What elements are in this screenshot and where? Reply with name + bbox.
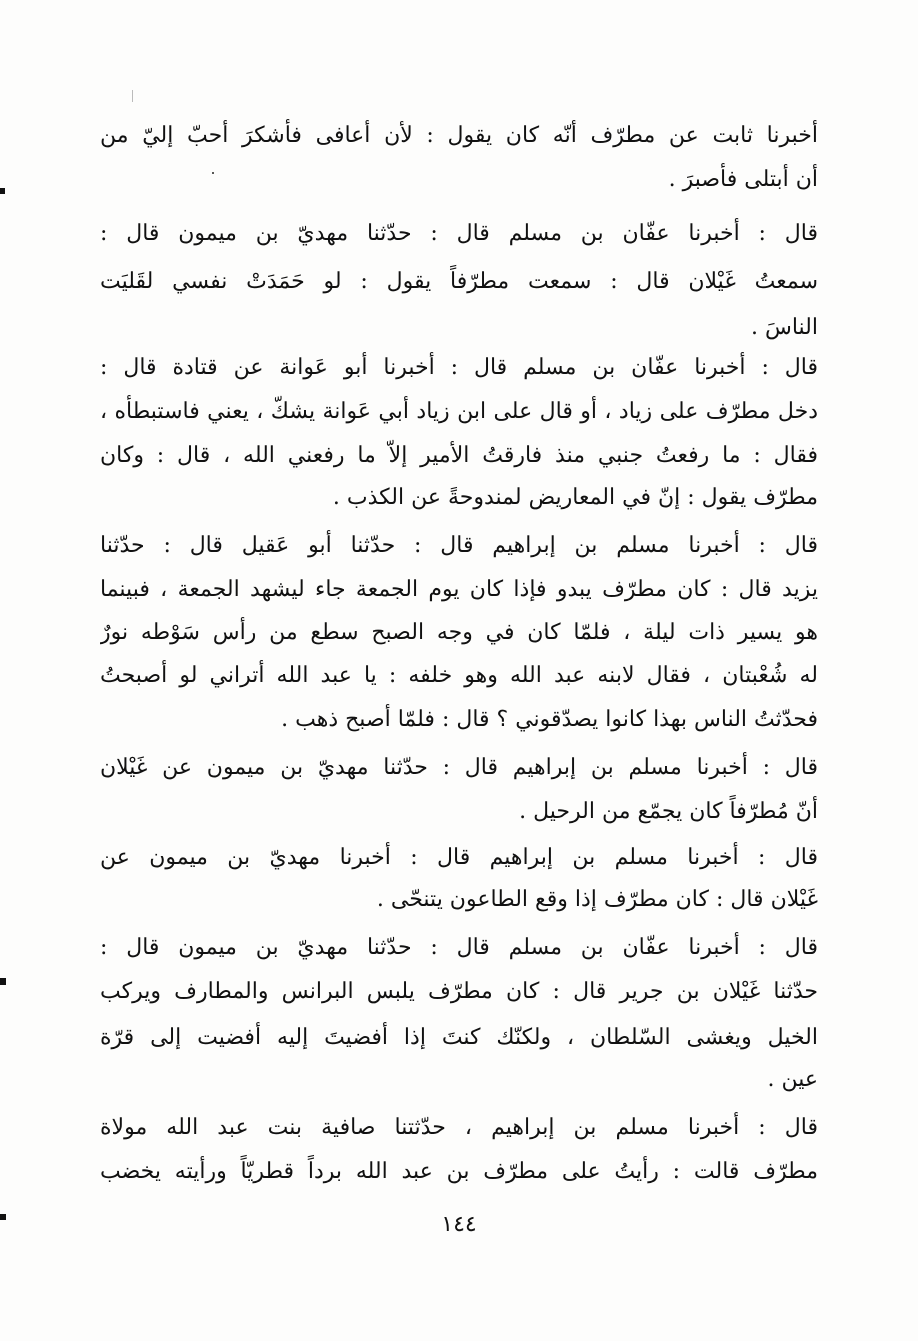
text-line: قال : أخبرنا عفّان بن مسلم قال : أخبرنا أبو عَوانة عن قتادة قال : [100,355,818,380]
text-line: قال : أخبرنا مسلم بن إبراهيم قال : حدّثنا أبو عَقيل قال : حدّثنا [100,533,818,558]
text-line: مطرّف يقول : إنّ في المعاريض لمندوحةً عن الكذب . [332,485,818,510]
text-line: هو يسير ذات ليلة ، فلمّا كان في وجه الصبح سطع من رأس سَوْطه نورٌ [100,620,818,645]
text-line: الخيل ويغشى السّلطان ، ولكنّك كنتَ إذا أفضيتَ إليه أفضيت إلى قرّة [100,1025,818,1050]
scan-edge-mark [0,978,6,985]
text-line: قال : أخبرنا مسلم بن إبراهيم قال : أخبرنا مهديّ بن ميمون عن [100,845,818,870]
text-line: أنّ مُطرّفاً كان يجمّع من الرحيل . [519,799,818,824]
text-line: قال : أخبرنا مسلم بن إبراهيم ، حدّثتنا صافية بنت عبد الله مولاة [100,1115,818,1140]
text-line: الناسَ . [751,315,818,340]
text-line: يزيد قال : كان مطرّف يبدو فإذا كان يوم الجمعة جاء ليشهد الجمعة ، فبينما [100,577,818,602]
text-line: دخل مطرّف على زياد ، أو قال على ابن زياد أبي عَوانة يشكّ ، يعني فاستبطأه ، [100,399,818,424]
text-line: مطرّف قالت : رأيتُ على مطرّف بن عبد الله برداً قطريّاً ورأيته يخضب [100,1159,818,1184]
scan-edge-mark [0,1214,6,1220]
text-line: أن أبتلى فأصبرَ . [668,167,818,192]
text-line: أخبرنا ثابت عن مطرّف أنّه كان يقول : لأن أعافى فأشكرَ أحبّ إليّ من [100,123,818,148]
text-line: غَيْلان قال : كان مطرّف إذا وقع الطاعون يتنحّى . [376,887,818,912]
scan-edge-mark [0,188,5,194]
text-line: عين . [767,1067,818,1092]
text-line: فحدّثتُ الناس بهذا كانوا يصدّقوني ؟ قال : فلمّا أصبح ذهب . [281,707,818,732]
text-line: سمعتُ غَيْلان قال : سمعت مطرّفاً يقول : لو حَمَدَتْ نفسي لقَليَت [100,269,818,294]
text-line: قال : أخبرنا عفّان بن مسلم قال : حدّثنا مهديّ بن ميمون قال : [100,935,818,960]
text-line: قال : أخبرنا عفّان بن مسلم قال : حدّثنا مهديّ بن ميمون قال : [100,221,818,246]
scan-speck [132,90,133,102]
text-line: له شُعْبتان ، فقال لابنه عبد الله وهو خلفه : يا عبد الله أتراني لو أصبحتُ [100,663,818,688]
text-line: قال : أخبرنا مسلم بن إبراهيم قال : حدّثنا مهديّ بن ميمون عن غَيْلان [100,755,818,780]
text-line: حدّثنا غَيْلان بن جرير قال : كان مطرّف يلبس البرانس والمطارف ويركب [100,979,818,1004]
text-line: فقال : ما رفعتُ جنبي منذ فارقتُ الأمير إلاّ ما رفعني الله ، قال : وكان [100,443,818,468]
page-number: ١٤٤ [441,1212,477,1237]
scan-speck [212,172,214,174]
